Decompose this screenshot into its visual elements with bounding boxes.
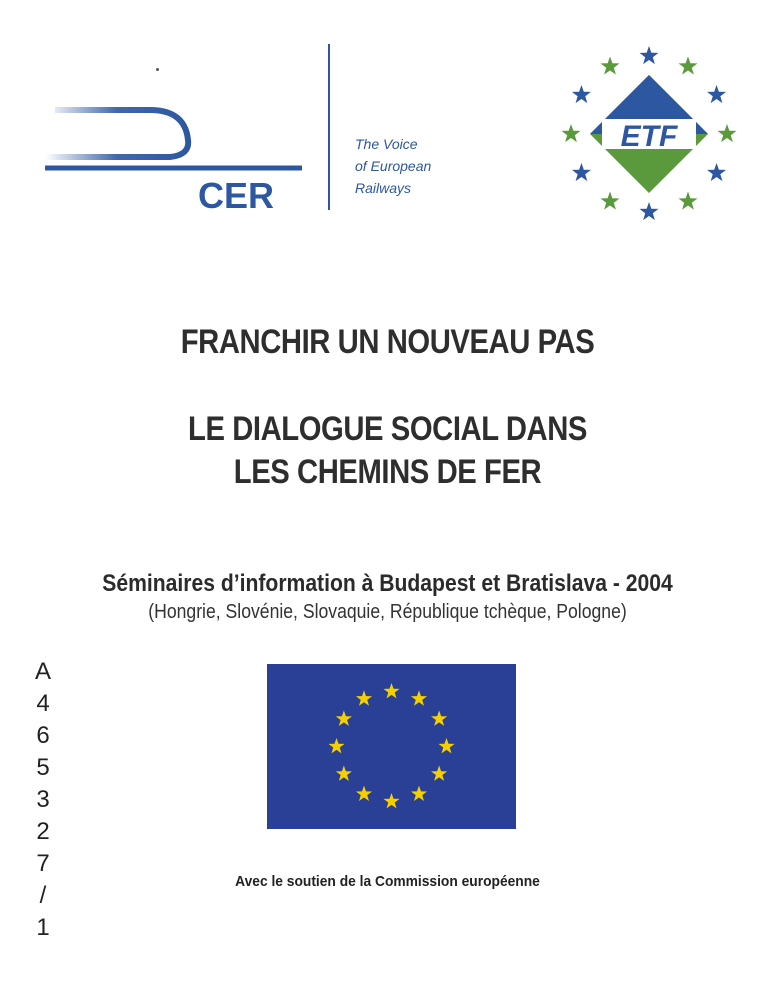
tagline-line-1: The Voice (355, 136, 418, 152)
country-list: (Hongrie, Slovénie, Slovaquie, République tchèque, Pologne) (148, 601, 627, 623)
tagline-line-3: Railways (355, 180, 412, 196)
etf-star-icon (572, 85, 591, 103)
cer-logo-text: CER (198, 175, 275, 215)
title-line-1: FRANCHIR UN NOUVEAU PAS (180, 323, 595, 361)
etf-star-icon (639, 202, 658, 220)
scan-speck (156, 68, 159, 71)
reference-char: 2 (36, 818, 50, 845)
tagline-line-2: of European (355, 158, 432, 174)
etf-star-icon (600, 56, 619, 74)
cer-logo (40, 95, 310, 215)
reference-code (28, 656, 58, 944)
etf-star-icon (707, 85, 726, 103)
etf-star-icon (707, 163, 726, 181)
header-divider (328, 44, 330, 210)
reference-char: 4 (36, 690, 50, 717)
etf-star-icon (639, 46, 658, 64)
seminar-subtitle: Séminaires d’information à Budapest et Bratislava - 2004 (102, 570, 673, 597)
etf-star-icon (678, 192, 697, 210)
reference-char: A (34, 658, 51, 685)
etf-star-icon (561, 124, 580, 142)
reference-char: 6 (36, 722, 50, 749)
reference-char: 3 (36, 786, 50, 813)
title-line-2: LE DIALOGUE SOCIAL DANS (188, 410, 587, 448)
reference-char: / (39, 882, 47, 909)
etf-star-icon (717, 124, 736, 142)
reference-char: 1 (36, 914, 50, 941)
etf-logo-text: ETF (620, 120, 678, 153)
cer-tagline (355, 133, 431, 199)
title-line-3: LES CHEMINS DE FER (233, 453, 542, 491)
etf-logo (560, 45, 738, 223)
reference-char: 7 (36, 850, 50, 877)
etf-star-icon (678, 56, 697, 74)
eu-flag (267, 664, 516, 829)
etf-star-icon (600, 192, 619, 210)
etf-star-icon (572, 163, 591, 181)
reference-char: 5 (36, 754, 50, 781)
support-statement: Avec le soutien de la Commission européenne (235, 873, 540, 890)
